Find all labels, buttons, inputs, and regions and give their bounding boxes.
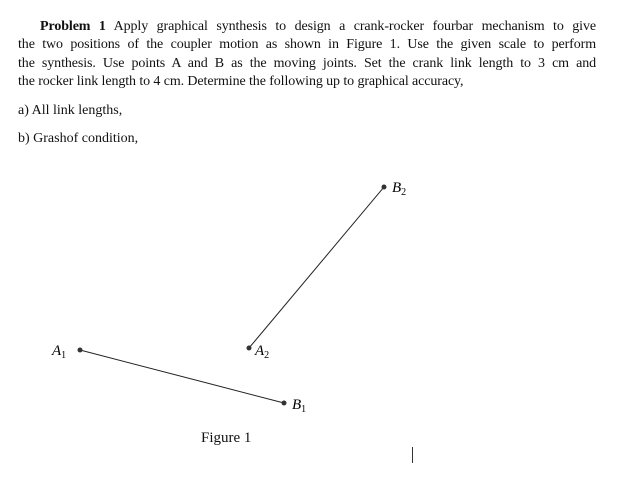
figure-caption: Figure 1 — [201, 430, 252, 446]
problem-line-3: the synthesis. Use points A and B as the moving joints. Set the crank link length to 3 cm and — [18, 55, 596, 71]
text-cursor — [412, 447, 413, 463]
point-b2 — [382, 185, 387, 190]
label-a1: $A_1$ — [52, 343, 67, 361]
point-a1 — [78, 348, 83, 353]
item-a: a) All link lengths, — [18, 103, 123, 118]
point-a2 — [247, 346, 252, 351]
point-b1 — [282, 401, 287, 406]
problem-line-1: Problem 1 Apply graphical synthesis to design a crank-rocker fourbar mechanism to give — [40, 19, 596, 34]
problem-label: Problem 1 — [40, 19, 106, 34]
label-a2: $A_2$ — [255, 343, 270, 361]
problem-line-2: the two positions of the coupler motion as shown in Figure 1. Use the given scale to perform — [18, 37, 596, 53]
link-a1-b1 — [80, 350, 284, 403]
label-b1: $B_1$ — [292, 397, 307, 415]
problem-line-4: the rocker link length to 4 cm. Determine the following up to graphical accuracy, — [18, 74, 464, 90]
label-b2: $B_2$ — [392, 180, 407, 198]
link-a2-b2 — [249, 187, 384, 348]
item-b: b) Grashof condition, — [18, 131, 139, 146]
